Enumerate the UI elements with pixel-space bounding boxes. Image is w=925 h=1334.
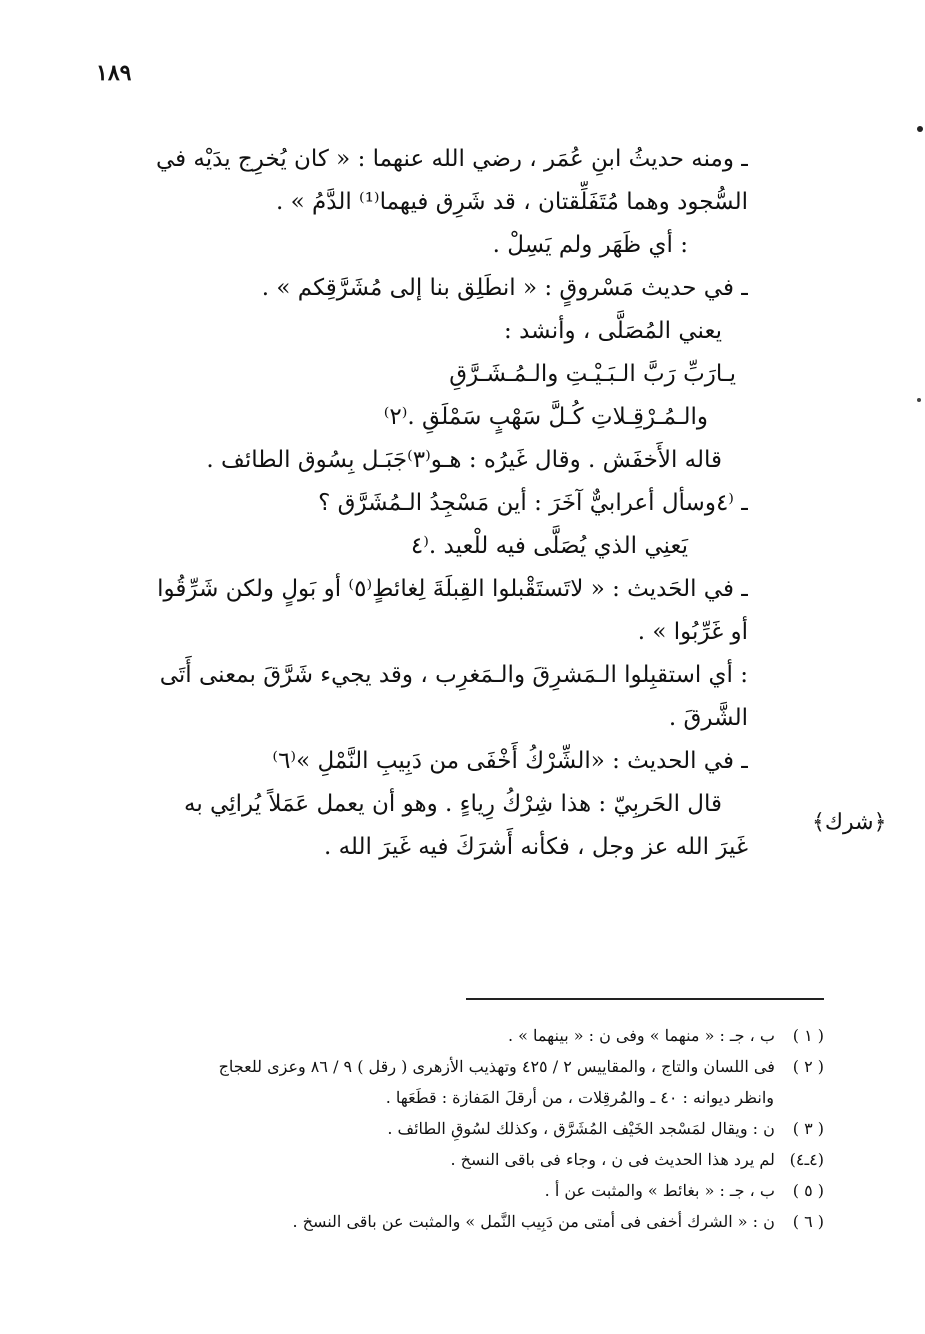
- text-line: الشَّرقَ .: [668, 705, 748, 731]
- footnote-number: ( ٦ ): [792, 1212, 824, 1231]
- footnote-text: ن : ويقال لمَسْجد الخَيْف المُشَرَّق ، وكذلك لسُوقِ الطائف .: [387, 1119, 775, 1138]
- main-text: [88, 138, 748, 869]
- text-line: يعني المُصَلَّى ، وأنشد :: [504, 318, 722, 344]
- margin-dot: [917, 126, 923, 132]
- text-line: : أي استقبِلوا الـمَشرِقَ والـمَغرِب ، وقد يجيء شَرَّقَ بمعنى أَتَى: [159, 662, 748, 688]
- footnote: [84, 1020, 824, 1051]
- page-number: ١٨٩: [96, 60, 132, 86]
- footnote-number: ( ٥ ): [792, 1181, 824, 1200]
- footnote-number: ( ٣ ): [792, 1119, 824, 1138]
- footnote: [84, 1175, 824, 1206]
- text-line: : أي ظَهَر ولم يَسِلْ .: [492, 232, 688, 258]
- footnote-number: ( ١ ): [792, 1026, 824, 1045]
- text-line: أو غَرِّبُوا » .: [637, 619, 748, 645]
- text-line: ـ في الحديث : «الشِّرْكُ أَخْفَى من دَبِيبِ النَّمْلِ »⁽٦⁾: [272, 748, 748, 774]
- footnote: [84, 1206, 824, 1237]
- text-line: ـ ومنه حديثُ ابنِ عُمَر ، رضي الله عنهما : « كان يُخرِج يدَيْه في: [155, 146, 748, 172]
- footnote-text: ن : « الشرك أخفى فى أمتى من دَبِيب النَّمل » والمثبت عن باقى النسخ .: [292, 1212, 775, 1231]
- footnote-text: وانظر ديوانه : ٤٠ ـ والمُرقِلات ، من أرقلَ المَفازة : قطَعَها .: [385, 1088, 774, 1107]
- text-line: قاله الأَخفَش . وقال غَيرُه : هـو⁽٣⁾جَبَـل بِسُوق الطائف .: [206, 447, 722, 473]
- text-line: ـ في الحَديث : « لاتَستَقْبلوا القِبلَةَ لِغائطٍ⁽٥⁾ أو بَولٍ ولكن شَرِّقُوا: [157, 576, 748, 602]
- verse-line: والـمُـرْقِـلاتِ كُـلَّ سَهْبٍ سَمْلَقِ .⁽٢⁾: [383, 404, 708, 430]
- footnote: [84, 1082, 824, 1113]
- footnote-text: ب ، جـ : « منهما » وفى ن : « بينهما » .: [507, 1026, 775, 1045]
- text-line: غَيرَ الله عز وجل ، فكأنه أَشرَكَ فيه غَيرَ الله .: [323, 834, 748, 860]
- text-line: قال الحَربِيّ : هذا شِرْكُ رِياءٍ . وهو أن يعمل عَمَلاً يُرائِي به: [184, 791, 722, 817]
- footnote-text: لم يرد هذا الحديث فى ن ، وجاء فى باقى النسخ .: [450, 1150, 775, 1169]
- text-line: ـ في حديث مَسْروقٍ : « انطَلِق بنا إلى مُشَرَّقِكم » .: [261, 275, 748, 301]
- footnote-number: (٤ـ٤): [789, 1150, 824, 1169]
- root-word-margin: ﴿شرك﴾: [812, 810, 887, 835]
- text-line: السُّجود وهما مُتَفَلِّقتان ، قد شَرِق فيهما⁽¹⁾ الدَّمُ » .: [276, 189, 748, 215]
- margin-dot: [917, 398, 921, 402]
- text-line: يَعنِي الذي يُصَلَّى فيه للْعيد .⁽٤: [410, 533, 688, 559]
- footnote-text: فى اللسان والتاج ، والمقاييس ٢ / ٤٢٥ وتهذيب الأزهرى ( رقل ) ٩ / ٨٦ وعزى للعجاج: [218, 1057, 775, 1076]
- footnote-number: ( ٢ ): [792, 1057, 824, 1076]
- footnote-divider: [466, 998, 824, 1000]
- footnote: [84, 1113, 824, 1144]
- verse-line: يـارَبِّ رَبَّ الـبَـيْـتِ والـمُـشَـرَّقِ: [449, 361, 736, 387]
- footnote: [84, 1144, 824, 1175]
- footnote-text: ب ، جـ : « بغائط » والمثبت عن أ .: [544, 1181, 775, 1200]
- text-line: ـ ⁽٤وسأل أعرابيٌّ آخَرَ : أين مَسْجِدُ الـمُشَرَّق ؟: [318, 490, 748, 516]
- footnote: [84, 1051, 824, 1082]
- footnotes: [84, 1020, 824, 1237]
